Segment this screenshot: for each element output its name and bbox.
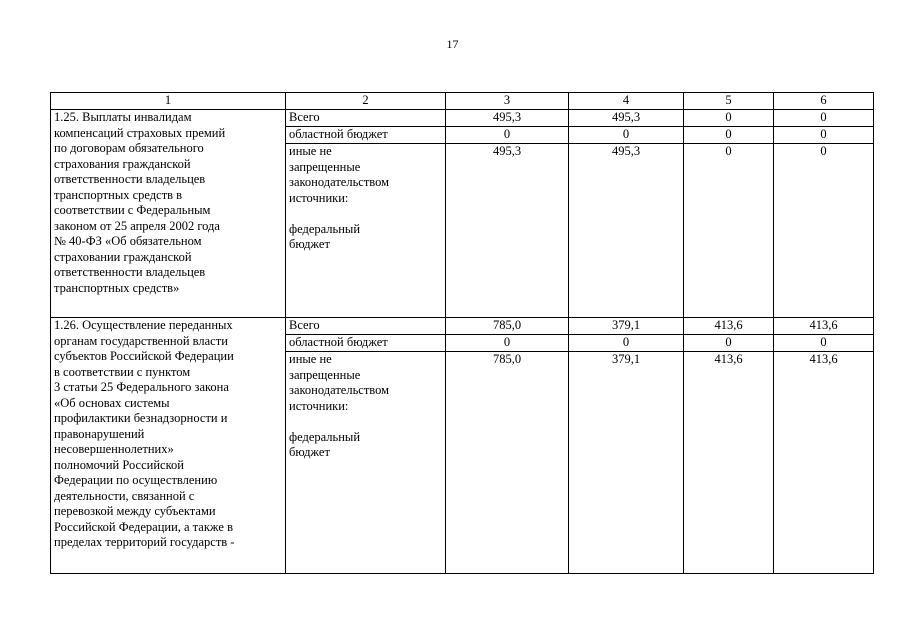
table-header-row xyxy=(51,93,874,110)
table-cell: 413,6 xyxy=(774,318,874,335)
table-cell: 0 xyxy=(446,127,569,144)
row-label: Всего xyxy=(286,318,446,335)
table-cell: 0 xyxy=(774,335,874,352)
table-cell: 0 xyxy=(774,144,874,318)
table-cell: 0 xyxy=(774,110,874,127)
table-cell: 413,6 xyxy=(774,352,874,574)
table-cell: 413,6 xyxy=(684,318,774,335)
table-cell: 0 xyxy=(569,127,684,144)
table-cell: 495,3 xyxy=(446,144,569,318)
column-header: 2 xyxy=(286,93,446,110)
table-row xyxy=(51,110,874,127)
row-label: иные не запрещенные законодательством источники: федеральный бюджет xyxy=(286,352,446,574)
row-description: 1.26. Осуществление переданных органам государственной власти субъектов Российской Федерации в соответствии с пунктом 3 статьи 25 Федерального закона «Об основах системы профилактики безнадзорности и правонарушений несовершеннолетних» полномочий Российской Федерации по осуществлению деятельности, связанной с перевозкой между субъектами Российской Федерации, а также в пределах территорий государств - xyxy=(51,318,286,574)
table-row xyxy=(51,318,874,335)
table-cell: 495,3 xyxy=(446,110,569,127)
table-cell: 0 xyxy=(684,127,774,144)
column-header: 5 xyxy=(684,93,774,110)
page-number: 17 xyxy=(446,37,459,51)
table-cell: 0 xyxy=(684,335,774,352)
table-cell: 495,3 xyxy=(569,144,684,318)
column-header: 6 xyxy=(774,93,874,110)
table-cell: 0 xyxy=(569,335,684,352)
table-cell: 413,6 xyxy=(684,352,774,574)
table-cell: 0 xyxy=(684,144,774,318)
table-cell: 0 xyxy=(684,110,774,127)
row-label: областной бюджет xyxy=(286,335,446,352)
budget-table xyxy=(50,92,874,574)
table-cell: 379,1 xyxy=(569,352,684,574)
row-label: Всего xyxy=(286,110,446,127)
table-cell: 0 xyxy=(446,335,569,352)
table-cell: 0 xyxy=(774,127,874,144)
table-cell: 379,1 xyxy=(569,318,684,335)
table-cell: 495,3 xyxy=(569,110,684,127)
column-header: 3 xyxy=(446,93,569,110)
row-description: 1.25. Выплаты инвалидам компенсаций страховых премий по договорам обязательного страхования гражданской ответственности владельцев транспортных средств в соответствии с Федеральным законом от 25 апреля 2002 года № 40-ФЗ «Об обязательном страховании гражданской ответственности владельцев транспортных средств» xyxy=(51,110,286,318)
table-cell: 785,0 xyxy=(446,352,569,574)
column-header: 4 xyxy=(569,93,684,110)
column-header: 1 xyxy=(51,93,286,110)
row-label: областной бюджет xyxy=(286,127,446,144)
table-cell: 785,0 xyxy=(446,318,569,335)
row-label: иные не запрещенные законодательством источники: федеральный бюджет xyxy=(286,144,446,318)
